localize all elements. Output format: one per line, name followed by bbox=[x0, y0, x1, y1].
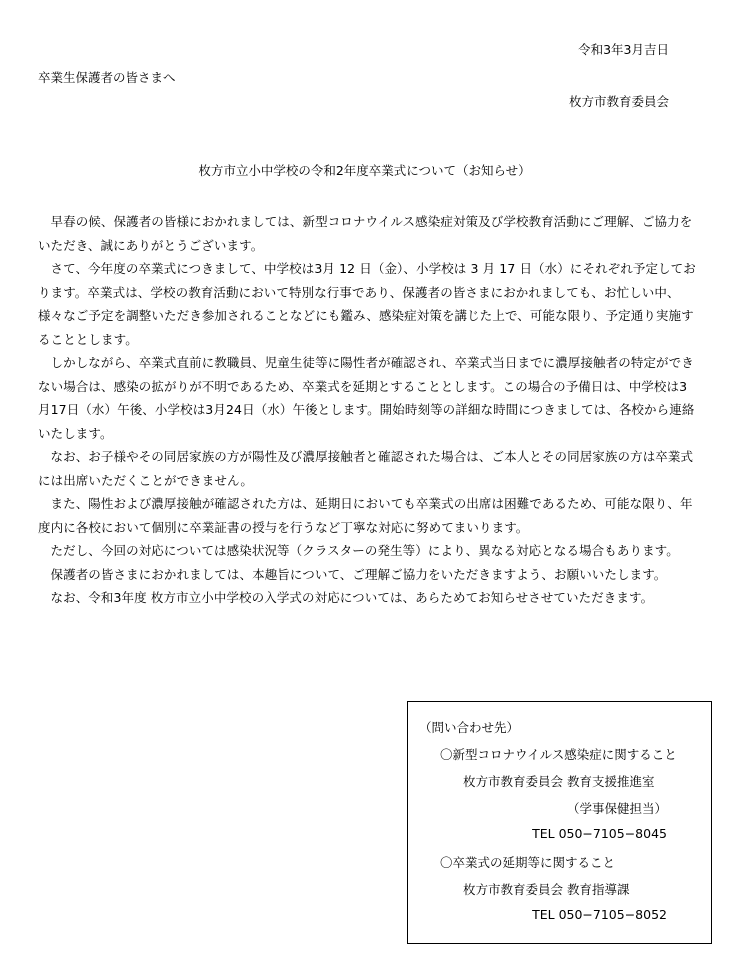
contact-org-covid: 枚方市教育委員会 教育支援推進室 bbox=[463, 774, 655, 789]
contact-section-covid: 〇新型コロナウイルス感染症に関すること bbox=[440, 747, 677, 762]
contact-section-postponement: 〇卒業式の延期等に関すること bbox=[440, 855, 616, 870]
paragraph-request: 保護者の皆さまにおかれましては、本趣旨について、ご理解ご協力をいただきますよう、お願いいたします。 bbox=[50, 566, 667, 582]
document-body bbox=[38, 210, 698, 610]
sender-name: 枚方市教育委員会 bbox=[568, 94, 669, 109]
contact-unit-covid: （学事保健担当） bbox=[566, 801, 667, 816]
contact-tel-postponement: TEL 050−7105−8052 bbox=[532, 907, 667, 922]
contact-org-postponement: 枚方市教育委員会 教育指導課 bbox=[463, 882, 630, 897]
paragraph-postponement: しかしながら、卒業式直前に教職員、児童生徒等に陽性者が確認され、卒業式当日までに濃厚接触者の特定ができない場合は、感染の拡がりが不明であるため、卒業式を延期とすることとします。この場合の予備日は、中学校は3月17日（水）午後、小学校は3月24日（水）午後とします。開始時刻等の詳細な時間につきましては、各校から連絡いたします。 bbox=[38, 355, 695, 441]
contact-tel-covid: TEL 050−7105−8045 bbox=[532, 826, 667, 841]
paragraph-entrance-ceremony: なお、令和3年度 枚方市立小中学校の入学式の対応については、あらためてお知らせさせていただきます。 bbox=[50, 590, 654, 605]
paragraph-family-restriction: なお、お子様やその同居家族の方が陽性及び濃厚接触者と確認された場合は、ご本人とその同居家族の方は卒業式には出席いただくことができません。 bbox=[38, 449, 694, 488]
recipient-line: 卒業生保護者の皆さまへ bbox=[38, 70, 176, 85]
issue-date: 令和3年3月吉日 bbox=[578, 42, 669, 57]
paragraph-situation-note: ただし、今回の対応については感染状況等（クラスターの発生等）により、異なる対応となる場合もあります。 bbox=[50, 543, 679, 558]
paragraph-schedule: さて、今年度の卒業式につきまして、中学校は3月 12 日（金）、小学校は 3 月 17 日（水）にそれぞれ予定しております。卒業式は、学校の教育活動において特別な行事であり、保護者の皆さまにおかれましても、お忙しい中、様々なご予定を調整いただき参加されることなどにも鑑み、感染症対策を講じた上で、可能な限り、予定通り実施することとします。 bbox=[38, 261, 696, 347]
paragraph-individual-award: また、陽性および濃厚接触が確認された方は、延期日においても卒業式の出席は困難であるため、可能な限り、年度内に各校において個別に卒業証書の授与を行うなど丁寧な対応に努めてまいります。 bbox=[38, 496, 693, 535]
contact-box bbox=[407, 701, 712, 944]
document-title: 枚方市立小中学校の令和2年度卒業式について（お知らせ） bbox=[198, 163, 531, 178]
contact-heading: （問い合わせ先） bbox=[419, 720, 520, 735]
paragraph-greeting: 早春の候、保護者の皆様におかれましては、新型コロナウイルス感染症対策及び学校教育活動にご理解、ご協力をいただき、誠にありがとうございます。 bbox=[38, 214, 693, 253]
